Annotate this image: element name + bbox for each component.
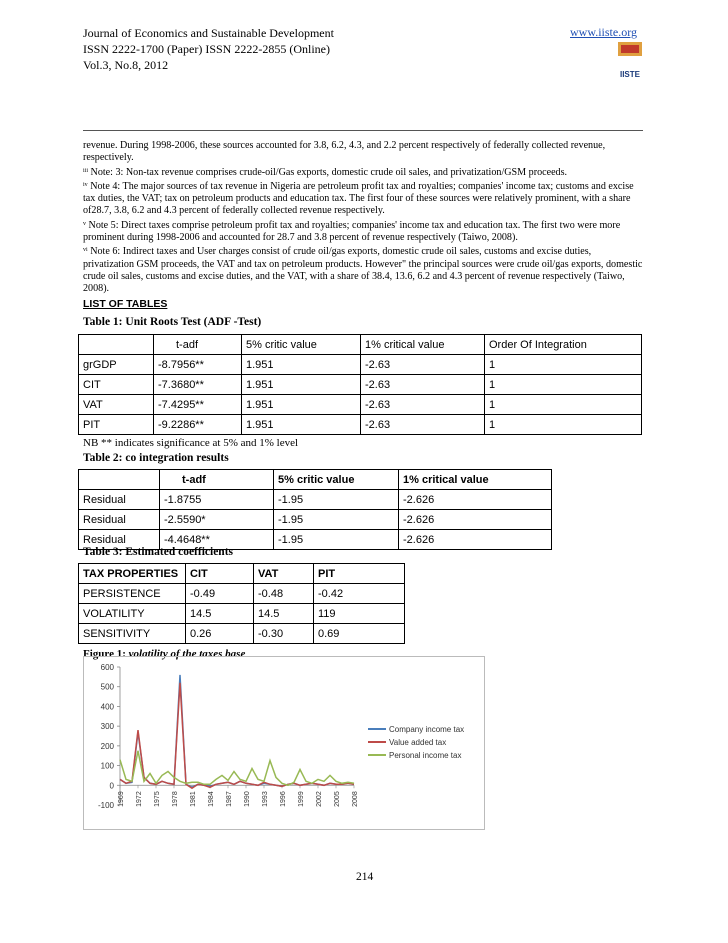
table-header-cell: 1% critical value — [399, 470, 552, 490]
table-cell: 1 — [485, 415, 642, 435]
table-header-cell: t-adf — [160, 470, 274, 490]
table-cell: -9.2286** — [154, 415, 242, 435]
table-cell: 1 — [485, 375, 642, 395]
y-tick-label: 600 — [100, 663, 114, 672]
table-header-cell: t-adf — [154, 335, 242, 355]
note-paragraph: $^v$ Note 5: Direct taxes comprise petroleum profit tax and royalties; companies' income tax and education tax. The first two were more prominent during 1998-2006 and accounted for 28.7 and 3.8 percent of revenue respectively (Taiwo, 2008). — [83, 219, 621, 244]
legend-label: Value added tax — [389, 738, 447, 747]
table-row — [79, 355, 642, 375]
table-row — [79, 490, 552, 510]
volatility-line-chart — [83, 656, 485, 830]
table-cell: 14.5 — [254, 604, 314, 624]
cointegration-table — [78, 469, 552, 550]
table-cell: 1.951 — [242, 415, 361, 435]
series-line-company-income-tax — [120, 675, 354, 787]
table-cell: -2.63 — [361, 415, 485, 435]
note-paragraph: revenue. During 1998-2006, these sources accounted for 3.8, 6.2, 4.3, and 2.2 percent respectively of federally collected revenue, respectively. — [83, 140, 606, 164]
table-cell: PERSISTENCE — [79, 584, 186, 604]
table-cell: -2.63 — [361, 355, 485, 375]
x-tick-label: 1984 — [208, 791, 215, 807]
table-cell: Residual — [79, 490, 160, 510]
journal-issn: ISSN 2222-1700 (Paper) ISSN 2222-2855 (Online) — [83, 42, 330, 56]
table-cell: 119 — [314, 604, 405, 624]
table-row — [79, 584, 405, 604]
table-cell: -4.4648** — [160, 530, 274, 550]
table-cell: VOLATILITY — [79, 604, 186, 624]
table-cell: -2.626 — [399, 530, 552, 550]
y-tick-label: 100 — [100, 761, 114, 771]
table-header-cell: 5% critic value — [242, 335, 361, 355]
table-cell: -1.95 — [274, 530, 399, 550]
table-header-row — [79, 470, 552, 490]
x-tick-label: 1999 — [298, 791, 305, 807]
table-cell: -2.626 — [399, 510, 552, 530]
table-cell: 1.951 — [242, 375, 361, 395]
note-paragraph: $^{iv}$ Note 4: The major sources of tax revenue in Nigeria are petroleum profit tax and royalties; companies' income tax; customs and excise tax duties, the VAT; tax on petroleum products and education tax. The first four of these sources were relatively prominent, with a share of28.7, 3.8, 6.2 and 4.3 percent of federally collected revenue respectively. — [83, 180, 634, 217]
table3-caption: Table 3: Estimated coefficients — [83, 546, 234, 558]
footnotes — [83, 140, 643, 296]
x-tick-label: 1978 — [172, 791, 179, 807]
x-tick-label: 1981 — [190, 791, 197, 807]
x-tick-label: 1993 — [262, 791, 269, 807]
x-tick-label: 1969 — [118, 791, 125, 807]
page-number: 214 — [356, 871, 374, 883]
table-cell: -0.42 — [314, 584, 405, 604]
table-cell: -2.626 — [399, 490, 552, 510]
table-cell: CIT — [79, 375, 154, 395]
table-cell: -2.63 — [361, 375, 485, 395]
legend-label: Company income tax — [389, 725, 465, 734]
table2-caption: Table 2: co integration results — [83, 452, 229, 464]
table-cell: -1.8755 — [160, 490, 274, 510]
table-header-cell: PIT — [314, 564, 405, 584]
y-tick-label: -100 — [97, 801, 114, 810]
series-line-value-added-tax — [120, 683, 354, 788]
table-cell: Residual — [79, 530, 160, 550]
table-row — [79, 604, 405, 624]
table-header-cell — [79, 470, 160, 490]
y-tick-label: 400 — [100, 702, 114, 712]
table-cell: grGDP — [79, 355, 154, 375]
table-cell: 1.951 — [242, 395, 361, 415]
table-cell: Residual — [79, 510, 160, 530]
table-cell: -7.3680** — [154, 375, 242, 395]
table-cell: 0.69 — [314, 624, 405, 644]
y-tick-label: 200 — [100, 741, 114, 751]
journal-title: Journal of Economics and Sustainable Development — [83, 26, 334, 40]
table-header-row — [79, 335, 642, 355]
x-tick-label: 1975 — [154, 791, 161, 807]
journal-header — [83, 25, 334, 73]
table-cell: -7.4295** — [154, 395, 242, 415]
table1-note: NB ** indicates significance at 5% and 1% level — [83, 437, 299, 449]
x-tick-label: 2002 — [316, 791, 323, 807]
table-row — [79, 395, 642, 415]
table-cell: 1 — [485, 355, 642, 375]
table-cell: 1.951 — [242, 355, 361, 375]
table-row — [79, 415, 642, 435]
table-row — [79, 624, 405, 644]
list-of-tables-heading: LIST OF TABLES — [83, 298, 168, 310]
table-header-row — [79, 564, 405, 584]
table-cell: PIT — [79, 415, 154, 435]
figure-caption: Figure 1: volatility of the taxes base — [83, 648, 246, 660]
x-tick-label: 2008 — [352, 791, 359, 807]
table-cell: VAT — [79, 395, 154, 415]
x-tick-label: 1972 — [136, 791, 143, 807]
series-line-personal-income-tax — [120, 751, 354, 786]
y-tick-label: 0 — [109, 781, 114, 791]
table-cell: -8.7956** — [154, 355, 242, 375]
table-cell: 0.26 — [186, 624, 254, 644]
table-cell: -0.30 — [254, 624, 314, 644]
y-tick-label: 500 — [100, 682, 114, 692]
coefficients-table — [78, 563, 405, 644]
table-header-cell: Order Of Integration — [485, 335, 642, 355]
table-cell: -2.5590* — [160, 510, 274, 530]
iiste-logo — [618, 42, 642, 84]
table-cell: SENSITIVITY — [79, 624, 186, 644]
journal-url-link[interactable]: www.iiste.org — [570, 25, 637, 39]
unit-root-table — [78, 334, 642, 435]
table-header-cell: 1% critical value — [361, 335, 485, 355]
x-tick-label: 1987 — [226, 791, 233, 807]
table-cell: -2.63 — [361, 395, 485, 415]
table-cell: -0.48 — [254, 584, 314, 604]
x-tick-label: 1990 — [244, 791, 251, 807]
table-cell: -1.95 — [274, 490, 399, 510]
note-paragraph: $^{vi}$ Note 6: Indirect taxes and User charges consist of crude oil/gas exports, domestic crude oil sales, customs and excise duties, privatization GSM proceeds, the VAT and tax on petroleum products. However" the principal sources were crude oil/gas exports, domestic crude oil sales, customs and excise duties, and the VAT, with a share of 38.4, 13.6, 6.2 and 4.3 percent of revenue respectively (Taiwo, 2008). — [83, 246, 643, 295]
table-cell: -0.49 — [186, 584, 254, 604]
table-row — [79, 510, 552, 530]
table-cell: -1.95 — [274, 510, 399, 530]
table-header-cell: 5% critic value — [274, 470, 399, 490]
table-cell: 14.5 — [186, 604, 254, 624]
journal-volume: Vol.3, No.8, 2012 — [83, 58, 169, 72]
x-tick-label: 2005 — [334, 791, 341, 807]
table-cell: 1 — [485, 395, 642, 415]
svg-text:IISTE: IISTE — [619, 70, 641, 79]
x-tick-label: 1996 — [280, 791, 287, 807]
table-header-cell — [79, 335, 154, 355]
y-tick-label: 300 — [100, 722, 114, 732]
table-header-cell: VAT — [254, 564, 314, 584]
legend-label: Personal income tax — [389, 751, 462, 760]
table-row — [79, 375, 642, 395]
table1-caption: Table 1: Unit Roots Test (ADF -Test) — [83, 316, 262, 328]
note-paragraph: $^{iii}$ Note: 3: Non-tax revenue comprises crude-oil/Gas exports, domestic crude oil sales, and privatization/GSM proceeds. — [83, 166, 568, 178]
table-header-cell: CIT — [186, 564, 254, 584]
header-divider — [83, 130, 643, 131]
table-header-cell: TAX PROPERTIES — [79, 564, 186, 584]
